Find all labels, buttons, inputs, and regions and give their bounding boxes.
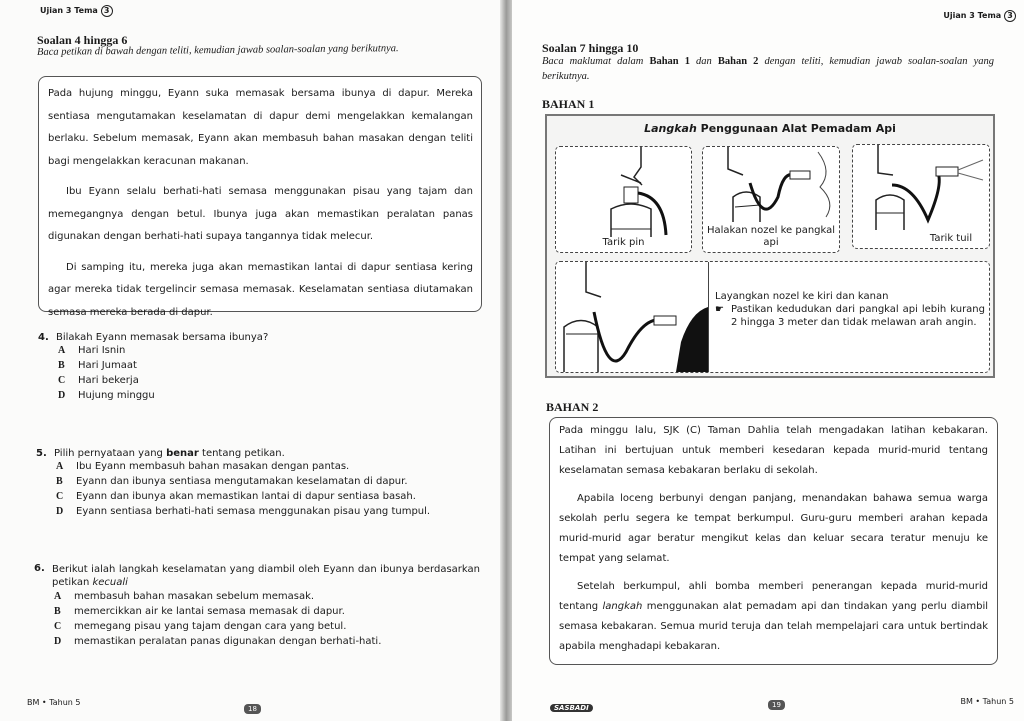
step-panel-3 bbox=[852, 144, 990, 249]
step-4-title: Layangkan nozel ke kiri dan kanan bbox=[715, 291, 889, 302]
option-text: membasuh bahan masakan sebelum memasak. bbox=[74, 591, 315, 602]
step-panel-1 bbox=[555, 146, 692, 253]
option-text: memercikkan air ke lantai semasa memasak di dapur. bbox=[74, 606, 345, 617]
page-number: 19 bbox=[768, 700, 785, 710]
passage-box bbox=[38, 76, 482, 318]
option-letter: B bbox=[58, 360, 65, 371]
option-letter: A bbox=[54, 591, 62, 602]
page-footer: BM • Tahun 5 bbox=[27, 698, 81, 707]
bahan-2-paragraph: Pada minggu lalu, SJK (C) Taman Dahlia telah mengadakan latihan kebakaran. Latihan ini bertujuan untuk memberi kesedaran kepada murid-murid tentang keselamatan semasa kebakaran berlaku di sekolah. bbox=[559, 425, 988, 476]
passage-paragraph: Di samping itu, mereka juga akan memastikan lantai di dapur sentiasa kering agar mereka tidak tergelincir semasa memasak. Keselamatan sentiasa diutamakan semasa mereka berada di dapur. bbox=[48, 261, 473, 318]
option-text: Hari bekerja bbox=[78, 375, 139, 386]
question-text bbox=[54, 448, 285, 459]
question-number: 6. bbox=[34, 563, 45, 574]
paragraph-part: menggunakan alat pemadam api dan tindakan yang perlu diambil semasa kebakaran. Semua murid teruja dan telah mempelajari cara untuk bertindak apabila menghadapi kebakaran. bbox=[559, 601, 989, 652]
bahan-2-paragraph bbox=[559, 577, 988, 657]
step-panel-2 bbox=[702, 146, 840, 253]
option-letter: D bbox=[56, 506, 64, 517]
option-letter: C bbox=[56, 491, 64, 502]
extinguisher-squeeze-lever-illustration bbox=[858, 145, 988, 230]
page-header bbox=[943, 10, 1016, 22]
paragraph-italic: langkah bbox=[602, 601, 643, 612]
instruction-part: dan bbox=[689, 56, 718, 67]
question-text-part: Berikut ialah langkah keselamatan yang diambil oleh Eyann dan ibunya berdasarkan petikan bbox=[52, 564, 480, 588]
question-text bbox=[52, 563, 480, 589]
instruction-bold: Bahan 2 bbox=[717, 56, 759, 67]
left-page bbox=[0, 0, 506, 721]
header-ujian-number: 3 bbox=[65, 6, 72, 15]
passage-paragraph: Ibu Eyann selalu berhati-hati semasa menggunakan pisau yang tajam dan memegangnya dengan betul. Ibunya juga akan memastikan peralatan panas digunakan dengan berhati-hati supaya tangannya tidak melecur. bbox=[48, 186, 473, 242]
header-ujian: Ujian bbox=[943, 11, 967, 20]
page-footer: BM • Tahun 5 bbox=[960, 697, 1014, 706]
step-4-note bbox=[715, 303, 985, 329]
option-d[interactable] bbox=[58, 388, 478, 403]
header-tema-number: 3 bbox=[101, 5, 113, 17]
option-a[interactable] bbox=[54, 589, 480, 604]
instruction-bold: Bahan 1 bbox=[649, 56, 690, 67]
question-number: 4. bbox=[38, 332, 49, 343]
header-ujian: Ujian bbox=[40, 6, 64, 15]
right-page bbox=[512, 0, 1024, 721]
option-text: Hujung minggu bbox=[78, 390, 155, 401]
pointing-hand-icon: ☛ bbox=[715, 304, 724, 315]
option-text: Eyann dan ibunya akan memastikan lantai di dapur sentiasa basah. bbox=[76, 491, 416, 502]
instruction bbox=[542, 54, 994, 84]
question-number: 5. bbox=[36, 448, 47, 459]
header-tema: Tema bbox=[74, 6, 98, 15]
instruction-part: Baca maklumat dalam bbox=[542, 56, 650, 67]
figure-title bbox=[547, 122, 993, 135]
question-text-part: Pilih pernyataan yang bbox=[54, 448, 167, 459]
instruction: Baca petikan di bawah dengan teliti, kemudian jawab soalan-soalan yang berikutnya. bbox=[36, 43, 399, 58]
question-4 bbox=[38, 332, 478, 403]
bahan-2-box bbox=[549, 417, 998, 665]
extinguisher-pull-pin-illustration bbox=[586, 147, 676, 237]
option-letter: B bbox=[54, 606, 61, 617]
option-c[interactable] bbox=[58, 373, 478, 388]
option-letter: B bbox=[56, 476, 63, 487]
bahan-2-label: BAHAN 2 bbox=[546, 400, 599, 414]
figure-title-rest: Penggunaan Alat Pemadam Api bbox=[696, 122, 896, 135]
option-b[interactable] bbox=[56, 474, 476, 489]
option-letter: D bbox=[58, 390, 66, 401]
option-a[interactable] bbox=[58, 343, 478, 358]
option-text: Hari Isnin bbox=[78, 345, 126, 356]
step-caption: Tarik tuil bbox=[929, 233, 973, 244]
step-panel-4 bbox=[555, 261, 990, 373]
step-caption: Halakan nozel ke pangkal api bbox=[706, 225, 836, 248]
question-text: Bilakah Eyann memasak bersama ibunya? bbox=[56, 332, 269, 343]
option-b[interactable] bbox=[54, 604, 480, 619]
option-c[interactable] bbox=[54, 619, 480, 634]
option-letter: D bbox=[54, 636, 62, 647]
question-emphasis: kecuali bbox=[92, 577, 128, 588]
extinguisher-sweep-illustration bbox=[556, 262, 708, 372]
header-tema: Tema bbox=[977, 11, 1002, 20]
extinguisher-aim-nozzle-illustration bbox=[708, 147, 838, 232]
question-5 bbox=[36, 448, 476, 519]
option-text: Eyann sentiasa berhati-hati semasa menggunakan pisau yang tumpul. bbox=[76, 506, 431, 517]
step-caption: Tarik pin bbox=[602, 237, 645, 248]
option-text: Hari Jumaat bbox=[78, 360, 137, 371]
figure-title-italic: Langkah bbox=[644, 122, 697, 135]
step-4-text bbox=[708, 262, 991, 372]
option-a[interactable] bbox=[56, 459, 476, 474]
question-text-part: tentang petikan. bbox=[198, 448, 285, 459]
option-d[interactable] bbox=[56, 504, 476, 519]
section-title: Soalan 4 hingga 6 bbox=[37, 33, 128, 47]
option-letter: A bbox=[58, 345, 66, 356]
passage-paragraph: Pada hujung minggu, Eyann suka memasak bersama ibunya di dapur. Mereka sentiasa mengutamakan keselamatan di dapur demi mengelakkan kemalangan berlaku. Sebelum memasak, Eyann akan membasuh bahan masakan dengan teliti bagi mengelakkan keracunan makanan. bbox=[48, 88, 473, 167]
step-4-note-text: Pastikan kedudukan dari pangkal api lebih kurang 2 hingga 3 meter dan tidak melawan arah angin. bbox=[731, 304, 985, 328]
bahan-1-figure bbox=[545, 114, 995, 378]
option-text: memegang pisau yang tajam dengan cara yang betul. bbox=[74, 621, 347, 632]
instruction-part: dengan teliti, kemudian jawab soalan-soalan yang berikutnya. bbox=[542, 56, 995, 82]
bahan-2-paragraph: Apabila loceng berbunyi dengan panjang, menandakan bahawa semua warga sekolah perlu segera ke tempat berkumpul. Guru-guru memberi arahan kepada murid-murid agar beratur mengikut kelas dan keluar secara teratur menuju ke tempat yang selamat. bbox=[559, 493, 988, 564]
option-letter: A bbox=[56, 461, 64, 472]
page-header bbox=[40, 5, 113, 17]
option-c[interactable] bbox=[56, 489, 476, 504]
option-d[interactable] bbox=[54, 634, 480, 649]
question-emphasis: benar bbox=[166, 448, 199, 459]
header-ujian-number: 3 bbox=[969, 11, 975, 20]
bahan-1-label: BAHAN 1 bbox=[542, 97, 595, 111]
question-6 bbox=[34, 563, 480, 649]
option-letter: C bbox=[54, 621, 62, 632]
option-b[interactable] bbox=[58, 358, 478, 373]
header-tema-number: 3 bbox=[1004, 10, 1016, 22]
section-title: Soalan 7 hingga 10 bbox=[542, 41, 639, 55]
option-text: Ibu Eyann membasuh bahan masakan dengan pantas. bbox=[76, 461, 350, 472]
option-text: memastikan peralatan panas digunakan dengan berhati-hati. bbox=[74, 636, 382, 647]
page-number: 18 bbox=[244, 704, 261, 714]
paragraph-part: Setelah berkumpul, ahli bomba memberi penerangan kepada murid-murid tentang bbox=[559, 581, 988, 612]
option-text: Eyann dan ibunya sentiasa mengutamakan keselamatan di dapur. bbox=[76, 476, 408, 487]
option-letter: C bbox=[58, 375, 66, 386]
publisher-logo: SASBADI bbox=[550, 704, 593, 712]
